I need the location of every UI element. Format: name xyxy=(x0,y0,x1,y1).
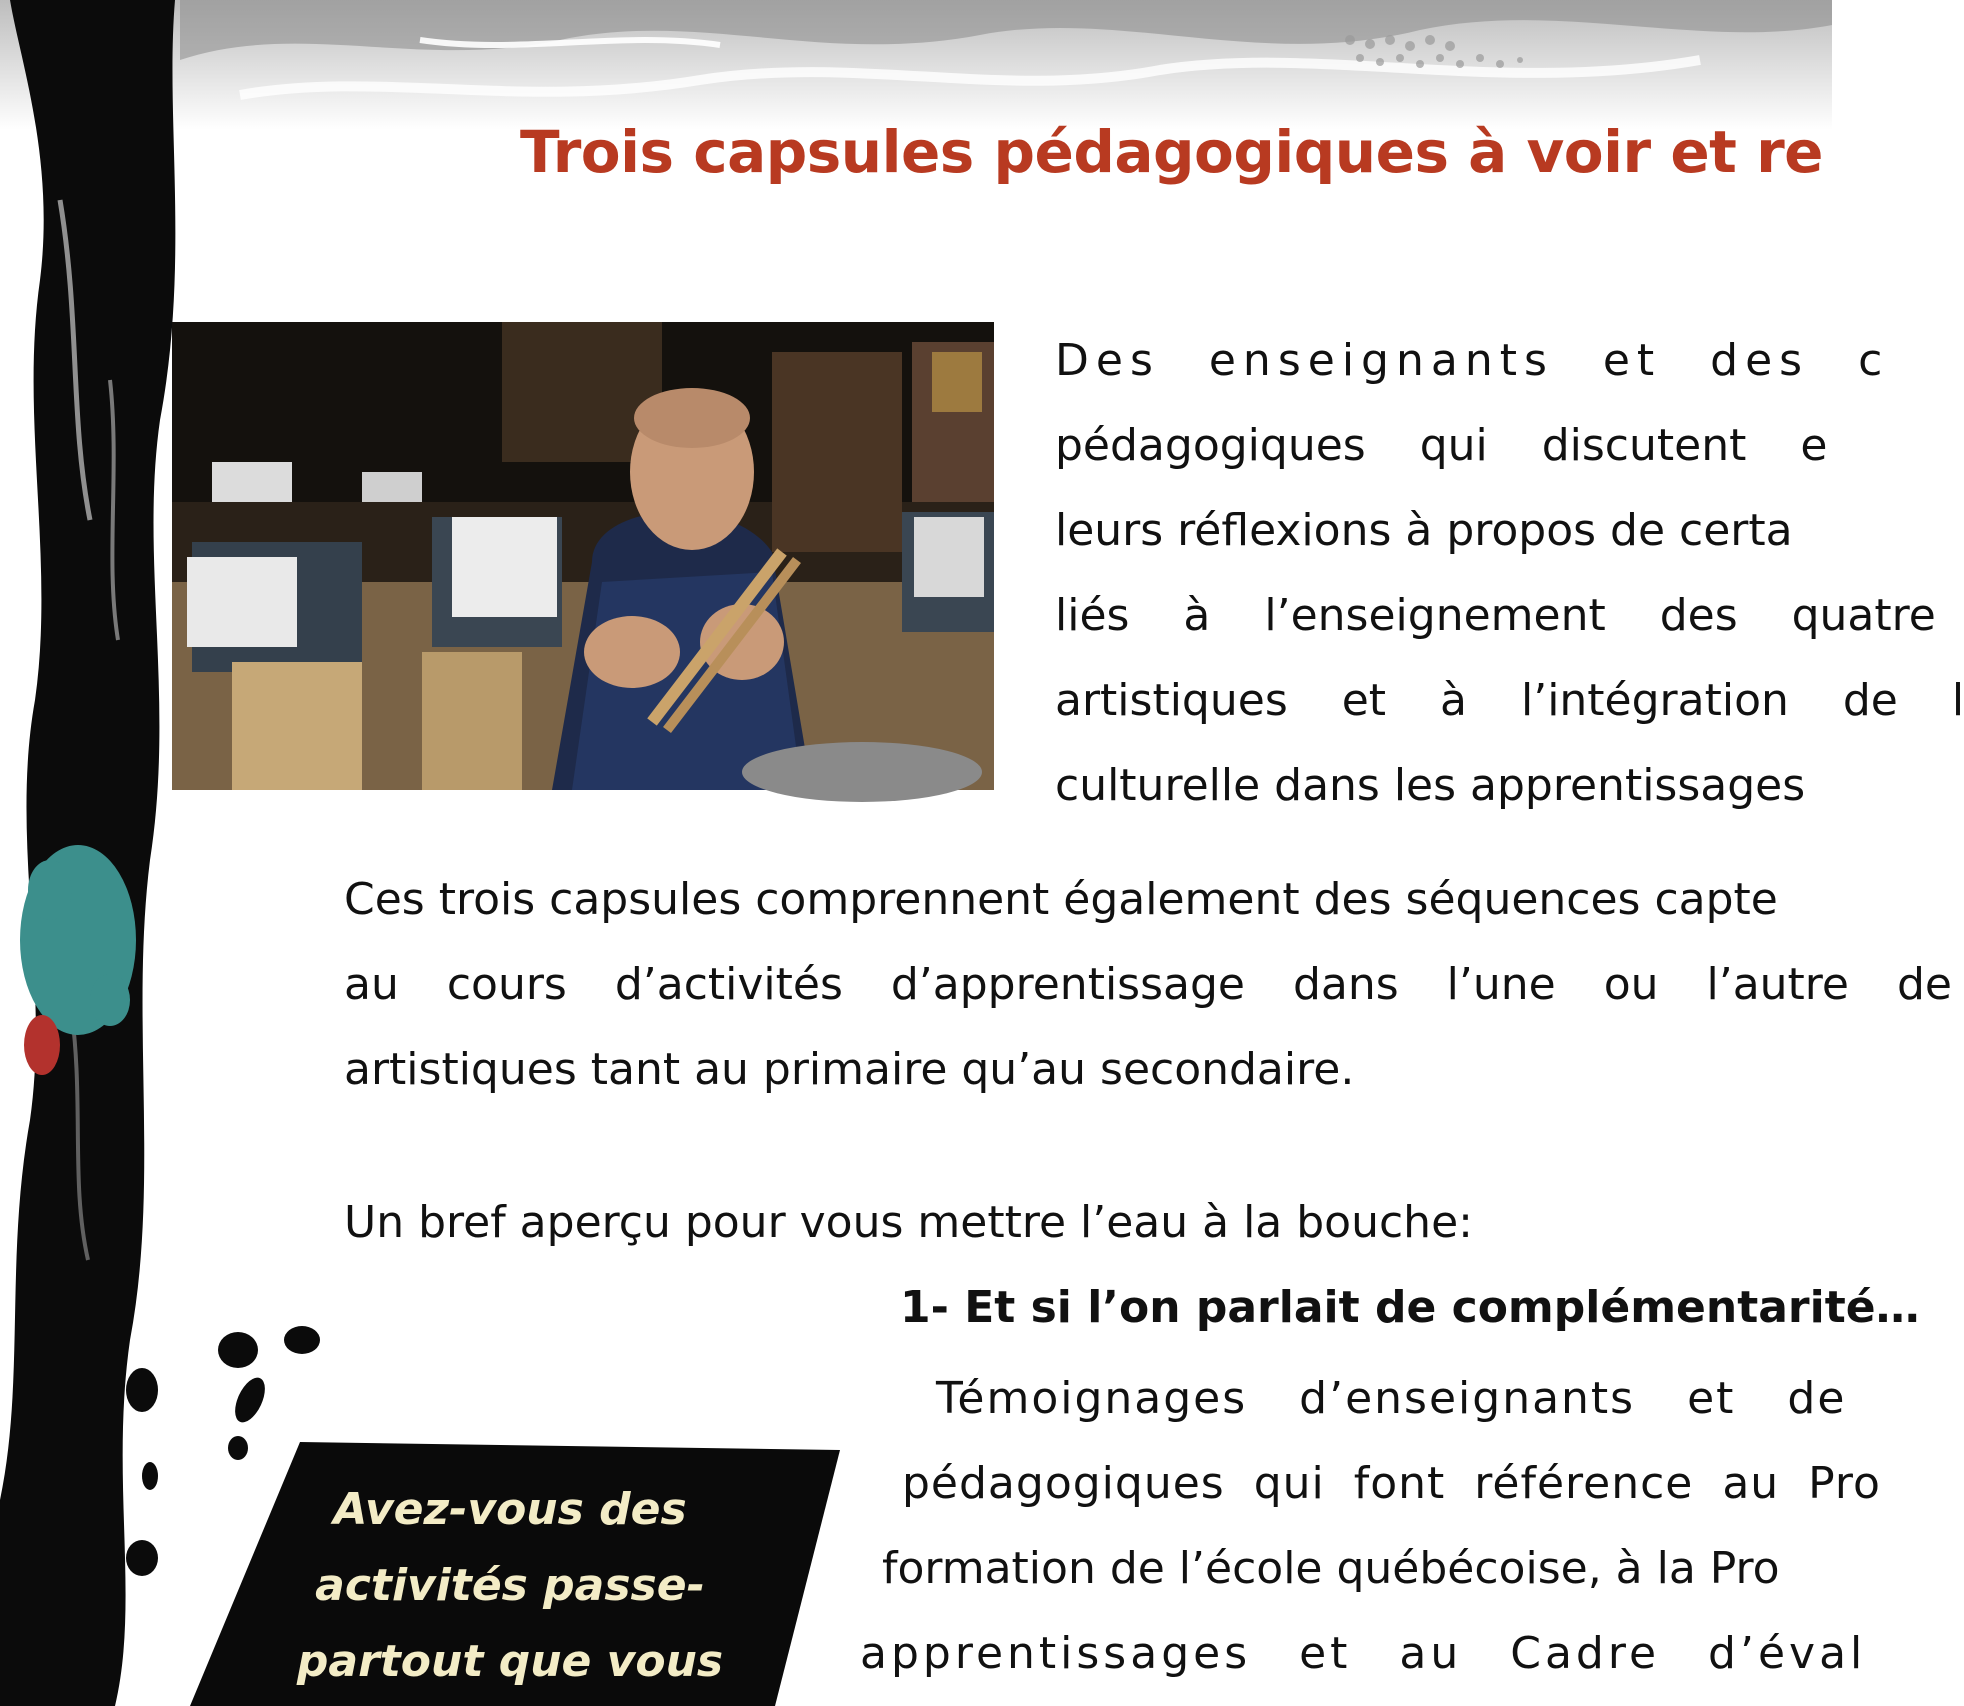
grunge-header-decoration xyxy=(0,0,1832,130)
intro-line: pédagogiques qui discutent e xyxy=(1055,420,1828,471)
capsule-line: pédagogiques qui font référence au Pro xyxy=(902,1458,1881,1509)
paragraph-line: Ces trois capsules comprennent également des séquences capte xyxy=(344,874,1778,925)
intro-line: leurs réflexions à propos de certa xyxy=(1055,505,1793,556)
intro-line: Des enseignants et des c xyxy=(1055,335,1890,386)
capsule-1-description xyxy=(860,1356,1881,1696)
capsule-line: Témoignages d’enseignants et de xyxy=(936,1373,1847,1424)
video-still-teacher-with-drumsticks-icon xyxy=(172,322,994,790)
capsule-line: apprentissages et au Cadre d’éval xyxy=(860,1628,1867,1679)
intro-paragraph xyxy=(1055,318,1964,828)
paragraph-line: artistiques tant au primaire qu’au secondaire. xyxy=(344,1044,1355,1095)
paragraph-capsules-description xyxy=(344,857,1952,1112)
teal-paint-splash xyxy=(20,845,136,1035)
paragraph-line: au cours d’activités d’apprentissage dans l’une ou l’autre de xyxy=(344,959,1952,1010)
callout-line: partout que vous xyxy=(296,1636,724,1687)
callout-box xyxy=(190,1442,850,1706)
page-title: Trois capsules pédagogiques à voir et re xyxy=(520,118,1824,186)
paragraph-preview-intro xyxy=(344,1180,1894,1265)
red-paint-splash xyxy=(24,1015,60,1075)
intro-line: liés à l’enseignement des quatre xyxy=(1055,590,1936,641)
capsule-line: formation de l’école québécoise, à la Pro xyxy=(882,1543,1780,1594)
paragraph-line: Un bref aperçu pour vous mettre l’eau à la bouche: xyxy=(344,1197,1473,1248)
capsule-1-heading: 1- Et si l’on parlait de complémentarité… xyxy=(900,1282,1920,1333)
callout-line: activités passe- xyxy=(315,1560,705,1611)
video-still-teacher[interactable] xyxy=(172,322,994,790)
callout-line: Avez-vous des xyxy=(333,1484,687,1535)
intro-line: artistiques et à l’intégration de l xyxy=(1055,675,1964,726)
callout-text xyxy=(250,1472,770,1700)
intro-line: culturelle dans les apprentissages xyxy=(1055,760,1806,811)
